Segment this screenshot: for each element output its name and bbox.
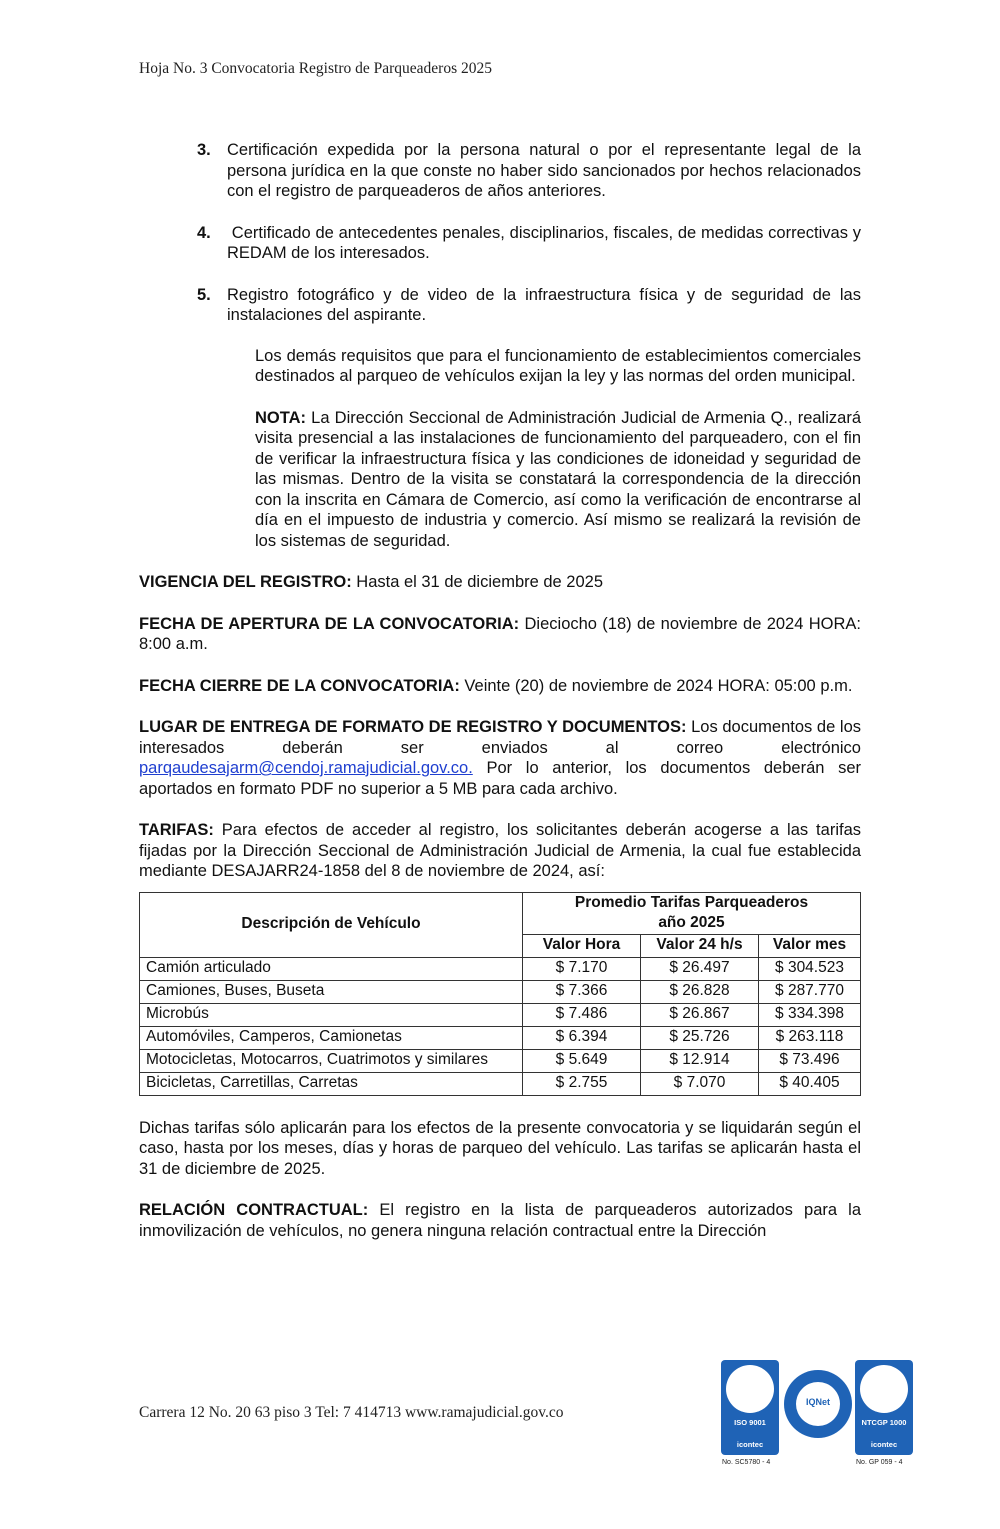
list-item [197,223,866,264]
cert-number: No. SC5780 - 4 [722,1459,771,1466]
iqnet-label: IQNet [805,1397,830,1407]
list-item-text: Registro fotográfico y de video de la infraestructura física y de seguridad de las instalaciones del aspirante. [227,285,861,324]
relacion-paragraph [139,1200,861,1241]
hora-cell: $ 5.649 [523,1049,641,1072]
mes-cell: $ 334.398 [759,1003,861,1026]
vehicle-cell: Camiones, Buses, Buseta [140,980,523,1003]
24h-cell: $ 26.867 [641,1003,759,1026]
document-body [139,140,866,1262]
vehicle-cell: Camión articulado [140,957,523,980]
table-row [140,957,861,980]
icontec-c-icon [726,1365,774,1413]
page-header: Hoja No. 3 Convocatoria Registro de Parqueaderos 2025 [139,60,492,77]
iso-logo [721,1360,779,1455]
list-item-number: 4. [197,223,211,242]
relacion-label: RELACIÓN CONTRACTUAL: [139,1201,369,1219]
col-header-mes: Valor mes [759,934,861,957]
list-item-number: 3. [197,141,211,159]
tarifas-paragraph [139,820,861,882]
hora-cell: $ 7.170 [523,957,641,980]
certification-logos [718,1360,918,1475]
hora-cell: $ 7.486 [523,1003,641,1026]
24h-cell: $ 7.070 [641,1072,759,1095]
table-row [140,1072,861,1095]
ntcgp-label: NTCGP 1000 [861,1418,907,1427]
cierre-paragraph [139,676,861,697]
iso-label: ISO 9001 [734,1418,766,1427]
nota-text: La Dirección Seccional de Administración Judicial de Armenia Q., realizará visita presencial a las instalaciones de funcionamiento del parqueadero, con el fin de verificar la infraestructura física y las condiciones de idoneidad y seguridad de las mismas. Dentro de la visita se constatará la correspondencia de la dirección con la inscrita en Cámara de Comercio, así como la verificación de encontrarse al día en el impuesto de industria y comercio. Así mismo se realizará la revisión de los sistemas de seguridad. [255,408,861,550]
col-header-24h: Valor 24 h/s [641,934,759,957]
lugar-paragraph [139,717,861,799]
icontec-label: icontec [736,1440,764,1449]
icontec-label: icontec [870,1440,898,1449]
vigencia-label: VIGENCIA DEL REGISTRO: [139,573,352,591]
mes-cell: $ 304.523 [759,957,861,980]
hora-cell: $ 2.755 [523,1072,641,1095]
cierre-label: FECHA CIERRE DE LA CONVOCATORIA: [139,676,460,695]
lugar-text-1: Los documentos de los interesados deberán ser enviados al correo electrónico [139,718,862,757]
vehicle-cell: Motocicletas, Motocarros, Cuatrimotos y similares [140,1049,523,1072]
lugar-label: LUGAR DE ENTREGA DE FORMATO DE REGISTRO Y DOCUMENTOS: [139,718,687,736]
lugar-text-2: Por lo anterior, los documentos deberán ser aportados en formato PDF no superior a 5 MB para cada archivo. [139,759,861,798]
24h-cell: $ 26.828 [641,980,759,1003]
cert-number: No. GP 059 - 4 [856,1459,903,1466]
vehicle-cell: Automóviles, Camperos, Camionetas [140,1026,523,1049]
col-header-hora: Valor Hora [523,934,641,957]
24h-cell: $ 25.726 [641,1026,759,1049]
mes-cell: $ 263.118 [759,1026,861,1049]
table-row [140,1003,861,1026]
group-header [523,892,861,934]
mes-cell: $ 73.496 [759,1049,861,1072]
table-row [140,1026,861,1049]
relacion-text: El registro en la lista de parqueaderos autorizados para la inmovilización de vehículos, no genera ninguna relación contractual entre la Dirección [139,1201,861,1240]
nota-paragraph [255,408,861,552]
tarifas-text: Para efectos de acceder al registro, los solicitantes deberán acogerse a las tarifas fijadas por la Dirección Seccional de Administración Judicial de Armenia, la cual fue establecida mediante DESAJARR24-1858 del 8 de noviembre de 2024, así: [139,821,861,880]
apertura-paragraph [139,614,861,655]
nota-label: NOTA: [255,408,307,427]
hora-cell: $ 6.394 [523,1026,641,1049]
hora-cell: $ 7.366 [523,980,641,1003]
requisitos-paragraph: Los demás requisitos que para el funcionamiento de establecimientos comerciales destinados al parqueo de vehículos exijan la ley y las normas del orden municipal. [255,346,861,385]
iqnet-logo [784,1370,852,1438]
email-link[interactable]: parqaudesajarm@cendoj.ramajudicial.gov.co. [139,759,473,777]
icontec-c-icon [860,1365,908,1413]
list-item [197,285,861,326]
mes-cell: $ 287.770 [759,980,861,1003]
vehicle-cell: Bicicletas, Carretillas, Carretas [140,1072,523,1095]
group-header-line-2: año 2025 [658,914,725,931]
apertura-text: Dieciocho (18) de noviembre de 2024 HORA: 8:00 a.m. [139,614,862,653]
ntcgp-logo [855,1360,913,1455]
list-item-number: 5. [197,285,211,304]
mes-cell: $ 40.405 [759,1072,861,1095]
list-item [197,140,861,202]
tarifas-label: TARIFAS: [139,821,214,839]
apertura-label: FECHA DE APERTURA DE LA CONVOCATORIA: [139,614,520,633]
24h-cell: $ 26.497 [641,957,759,980]
vigencia-paragraph [139,572,861,593]
table-row [140,1049,861,1072]
group-header-line-1: Promedio Tarifas Parqueaderos [574,893,809,911]
vigencia-text: Hasta el 31 de diciembre de 2025 [351,573,604,591]
list-item-text: Certificación expedida por la persona natural o por el representante legal de la persona jurídica en la que conste no haber sido sancionados por hechos relacionados con el registro de parqueaderos de años anteriores. [227,141,861,200]
table-row [140,980,861,1003]
tarifas-table [139,892,861,1096]
cierre-text: Veinte (20) de noviembre de 2024 HORA: 05:00 p.m. [459,676,853,695]
dichas-paragraph: Dichas tarifas sólo aplicarán para los efectos de la presente convocatoria y se liquidarán según el caso, hasta por los meses, días y horas de parqueo del vehículo. Las tarifas se aplicarán hasta el 31 de diciembre de 2025. [139,1118,861,1178]
vehicle-cell: Microbús [140,1003,523,1026]
24h-cell: $ 12.914 [641,1049,759,1072]
page-footer: Carrera 12 No. 20 63 piso 3 Tel: 7 414713 www.ramajudicial.gov.co [139,1404,564,1421]
desc-header: Descripción de Vehículo [140,892,523,957]
list-item-text: Certificado de antecedentes penales, disciplinarios, fiscales, de medidas correctivas y REDAM de los interesados. [227,223,866,262]
